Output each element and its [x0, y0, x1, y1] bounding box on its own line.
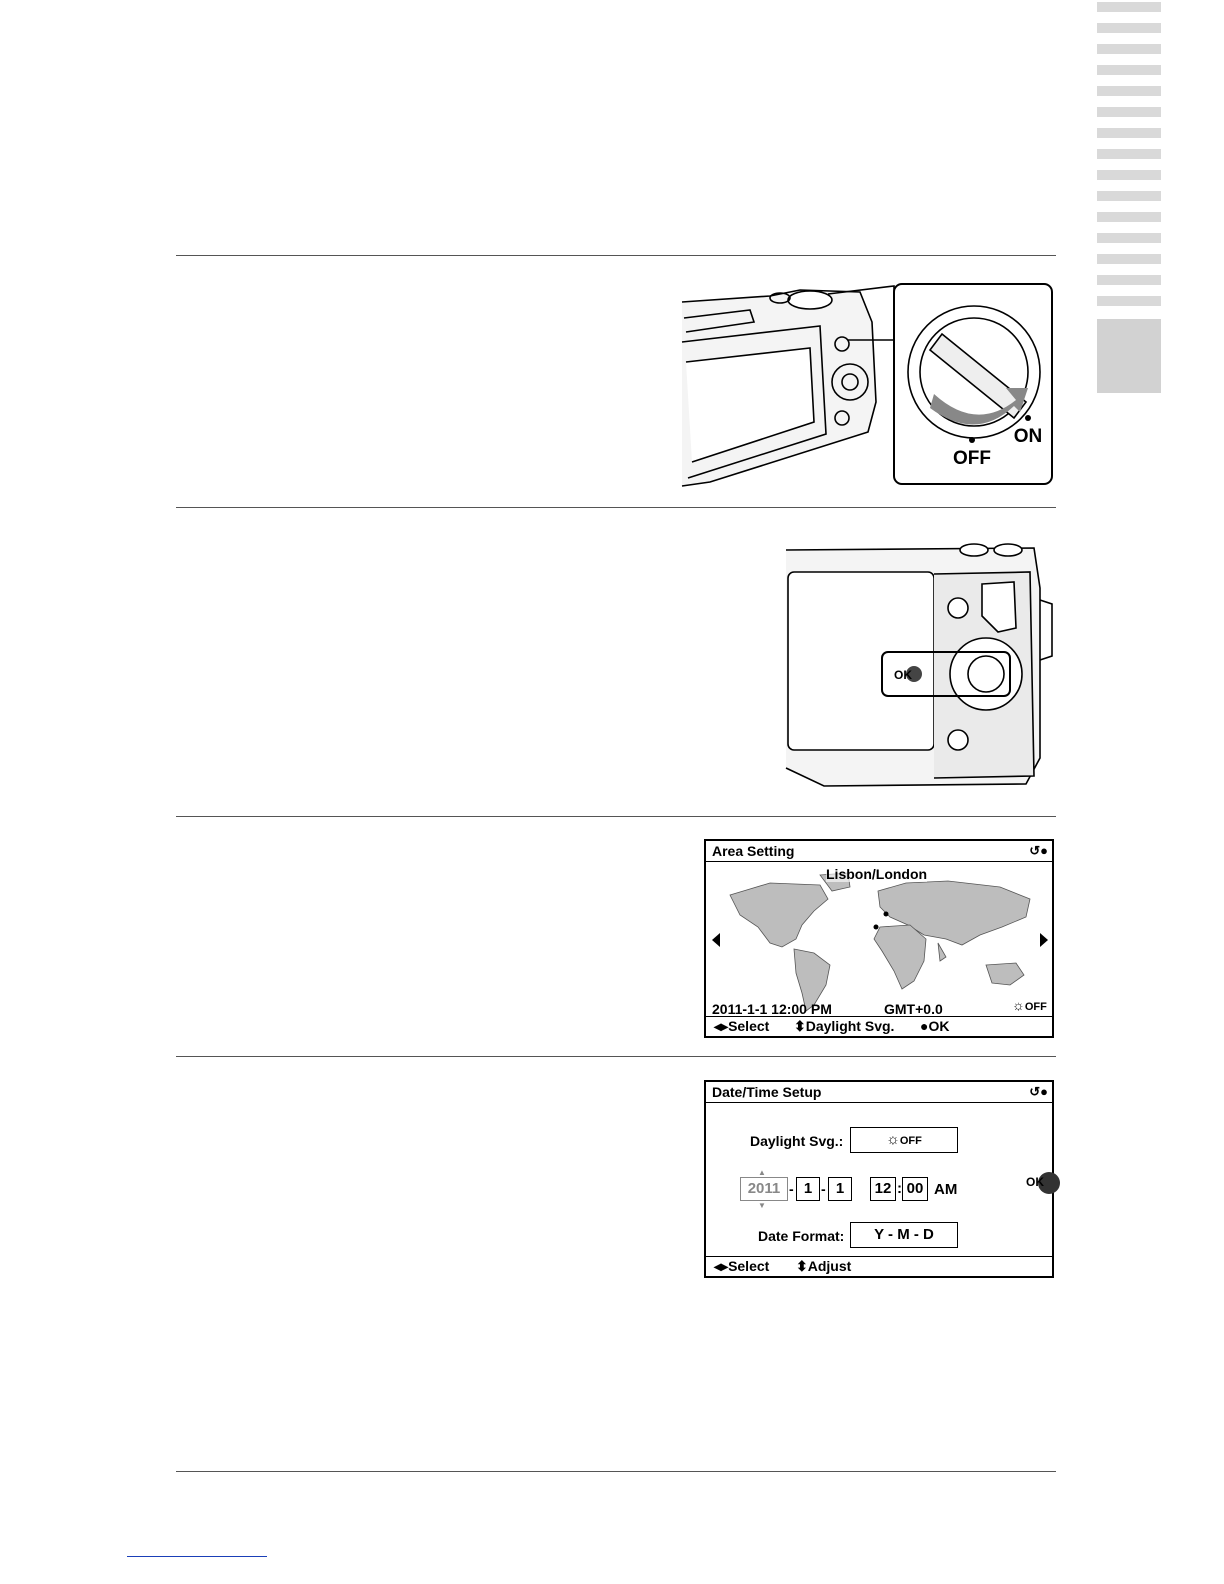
increment-arrow-icon[interactable]: ▲ — [758, 1168, 766, 1177]
up-down-arrows-icon: ⬍ — [794, 1018, 806, 1034]
date-separator: - — [789, 1181, 794, 1197]
off-label: OFF — [953, 448, 991, 469]
area-setting-title-bar — [706, 841, 1052, 862]
chapter-tab[interactable] — [1097, 191, 1161, 201]
date-format-field[interactable]: Y - M - D — [850, 1222, 958, 1248]
daylight-svg-label: Daylight Svg.: — [750, 1133, 844, 1149]
center-button-icon: ● — [920, 1018, 929, 1034]
chapter-tab[interactable] — [1097, 275, 1161, 285]
chapter-tab[interactable] — [1097, 65, 1161, 75]
select-hint: ◂▸Select — [714, 1258, 770, 1274]
footer-link-underline[interactable] — [127, 1556, 267, 1557]
chapter-tab[interactable] — [1097, 296, 1161, 306]
ok-dial-icon[interactable]: OK — [1026, 1170, 1056, 1200]
chapter-tab[interactable] — [1097, 107, 1161, 117]
back-icon[interactable]: ↺● — [1029, 1084, 1048, 1099]
decrement-arrow-icon[interactable]: ▼ — [758, 1201, 766, 1210]
area-setting-title: Area Setting — [712, 843, 795, 859]
camera-back-ok-illustration — [784, 528, 1056, 790]
datetime-title-bar — [706, 1082, 1052, 1103]
chapter-tab[interactable] — [1097, 44, 1161, 54]
area-datetime: 2011-1-1 12:00 PM — [712, 1001, 832, 1017]
year-field[interactable]: 2011 — [740, 1177, 788, 1201]
datetime-setup-screen — [704, 1080, 1054, 1278]
time-separator: : — [897, 1180, 902, 1197]
chapter-tab[interactable] — [1097, 149, 1161, 159]
left-right-arrows-icon: ◂▸ — [714, 1258, 729, 1274]
world-map[interactable] — [710, 865, 1050, 1015]
on-label: ON — [1013, 426, 1043, 447]
datetime-title: Date/Time Setup — [712, 1084, 822, 1100]
date-format-label: Date Format: — [758, 1228, 845, 1244]
area-setting-footer — [706, 1016, 1052, 1036]
daylight-hint: ⬍Daylight Svg. — [794, 1018, 895, 1034]
sun-icon: ☼ — [1012, 997, 1025, 1013]
ampm-indicator[interactable]: AM — [934, 1181, 958, 1198]
arrow-right-icon[interactable] — [1040, 933, 1048, 947]
date-separator: - — [821, 1181, 826, 1197]
left-right-arrows-icon: ◂▸ — [714, 1018, 729, 1034]
hour-field[interactable]: 12 — [870, 1177, 896, 1201]
section-divider — [176, 255, 1056, 256]
chapter-tab[interactable] — [1097, 128, 1161, 138]
arrow-left-icon[interactable] — [712, 933, 720, 947]
area-city-name: Lisbon/London — [826, 866, 928, 882]
section-divider — [176, 1471, 1056, 1472]
chapter-tab[interactable] — [1097, 212, 1161, 222]
adjust-hint: ⬍Adjust — [796, 1258, 852, 1274]
chapter-tab[interactable] — [1097, 86, 1161, 96]
section-divider — [176, 816, 1056, 817]
daylight-svg-field[interactable]: ☼OFF — [850, 1127, 958, 1153]
sun-icon: ☼ — [886, 1131, 900, 1148]
section-divider — [176, 1056, 1056, 1057]
area-gmt-offset: GMT+0.0 — [884, 1001, 943, 1017]
chapter-tab[interactable] — [1097, 233, 1161, 243]
chapter-tab[interactable] — [1097, 170, 1161, 180]
minute-field[interactable]: 00 — [902, 1177, 928, 1201]
chapter-tab-active[interactable] — [1097, 319, 1161, 393]
daylight-off-badge: ☼OFF — [1012, 997, 1047, 1013]
back-icon[interactable]: ↺● — [1029, 843, 1048, 858]
area-setting-screen — [704, 839, 1054, 1038]
ok-button-label: OK — [894, 668, 912, 682]
chapter-tab[interactable] — [1097, 254, 1161, 264]
camera-power-switch-illustration — [680, 282, 1056, 488]
chapter-tab[interactable] — [1097, 2, 1161, 12]
chapter-tab[interactable] — [1097, 23, 1161, 33]
month-field[interactable]: 1 — [796, 1177, 820, 1201]
up-down-arrows-icon: ⬍ — [796, 1258, 808, 1274]
datetime-footer — [706, 1256, 1052, 1276]
day-field[interactable]: 1 — [828, 1177, 852, 1201]
select-hint: ◂▸Select — [714, 1018, 770, 1034]
ok-hint: ●OK — [920, 1018, 950, 1034]
section-divider — [176, 507, 1056, 508]
